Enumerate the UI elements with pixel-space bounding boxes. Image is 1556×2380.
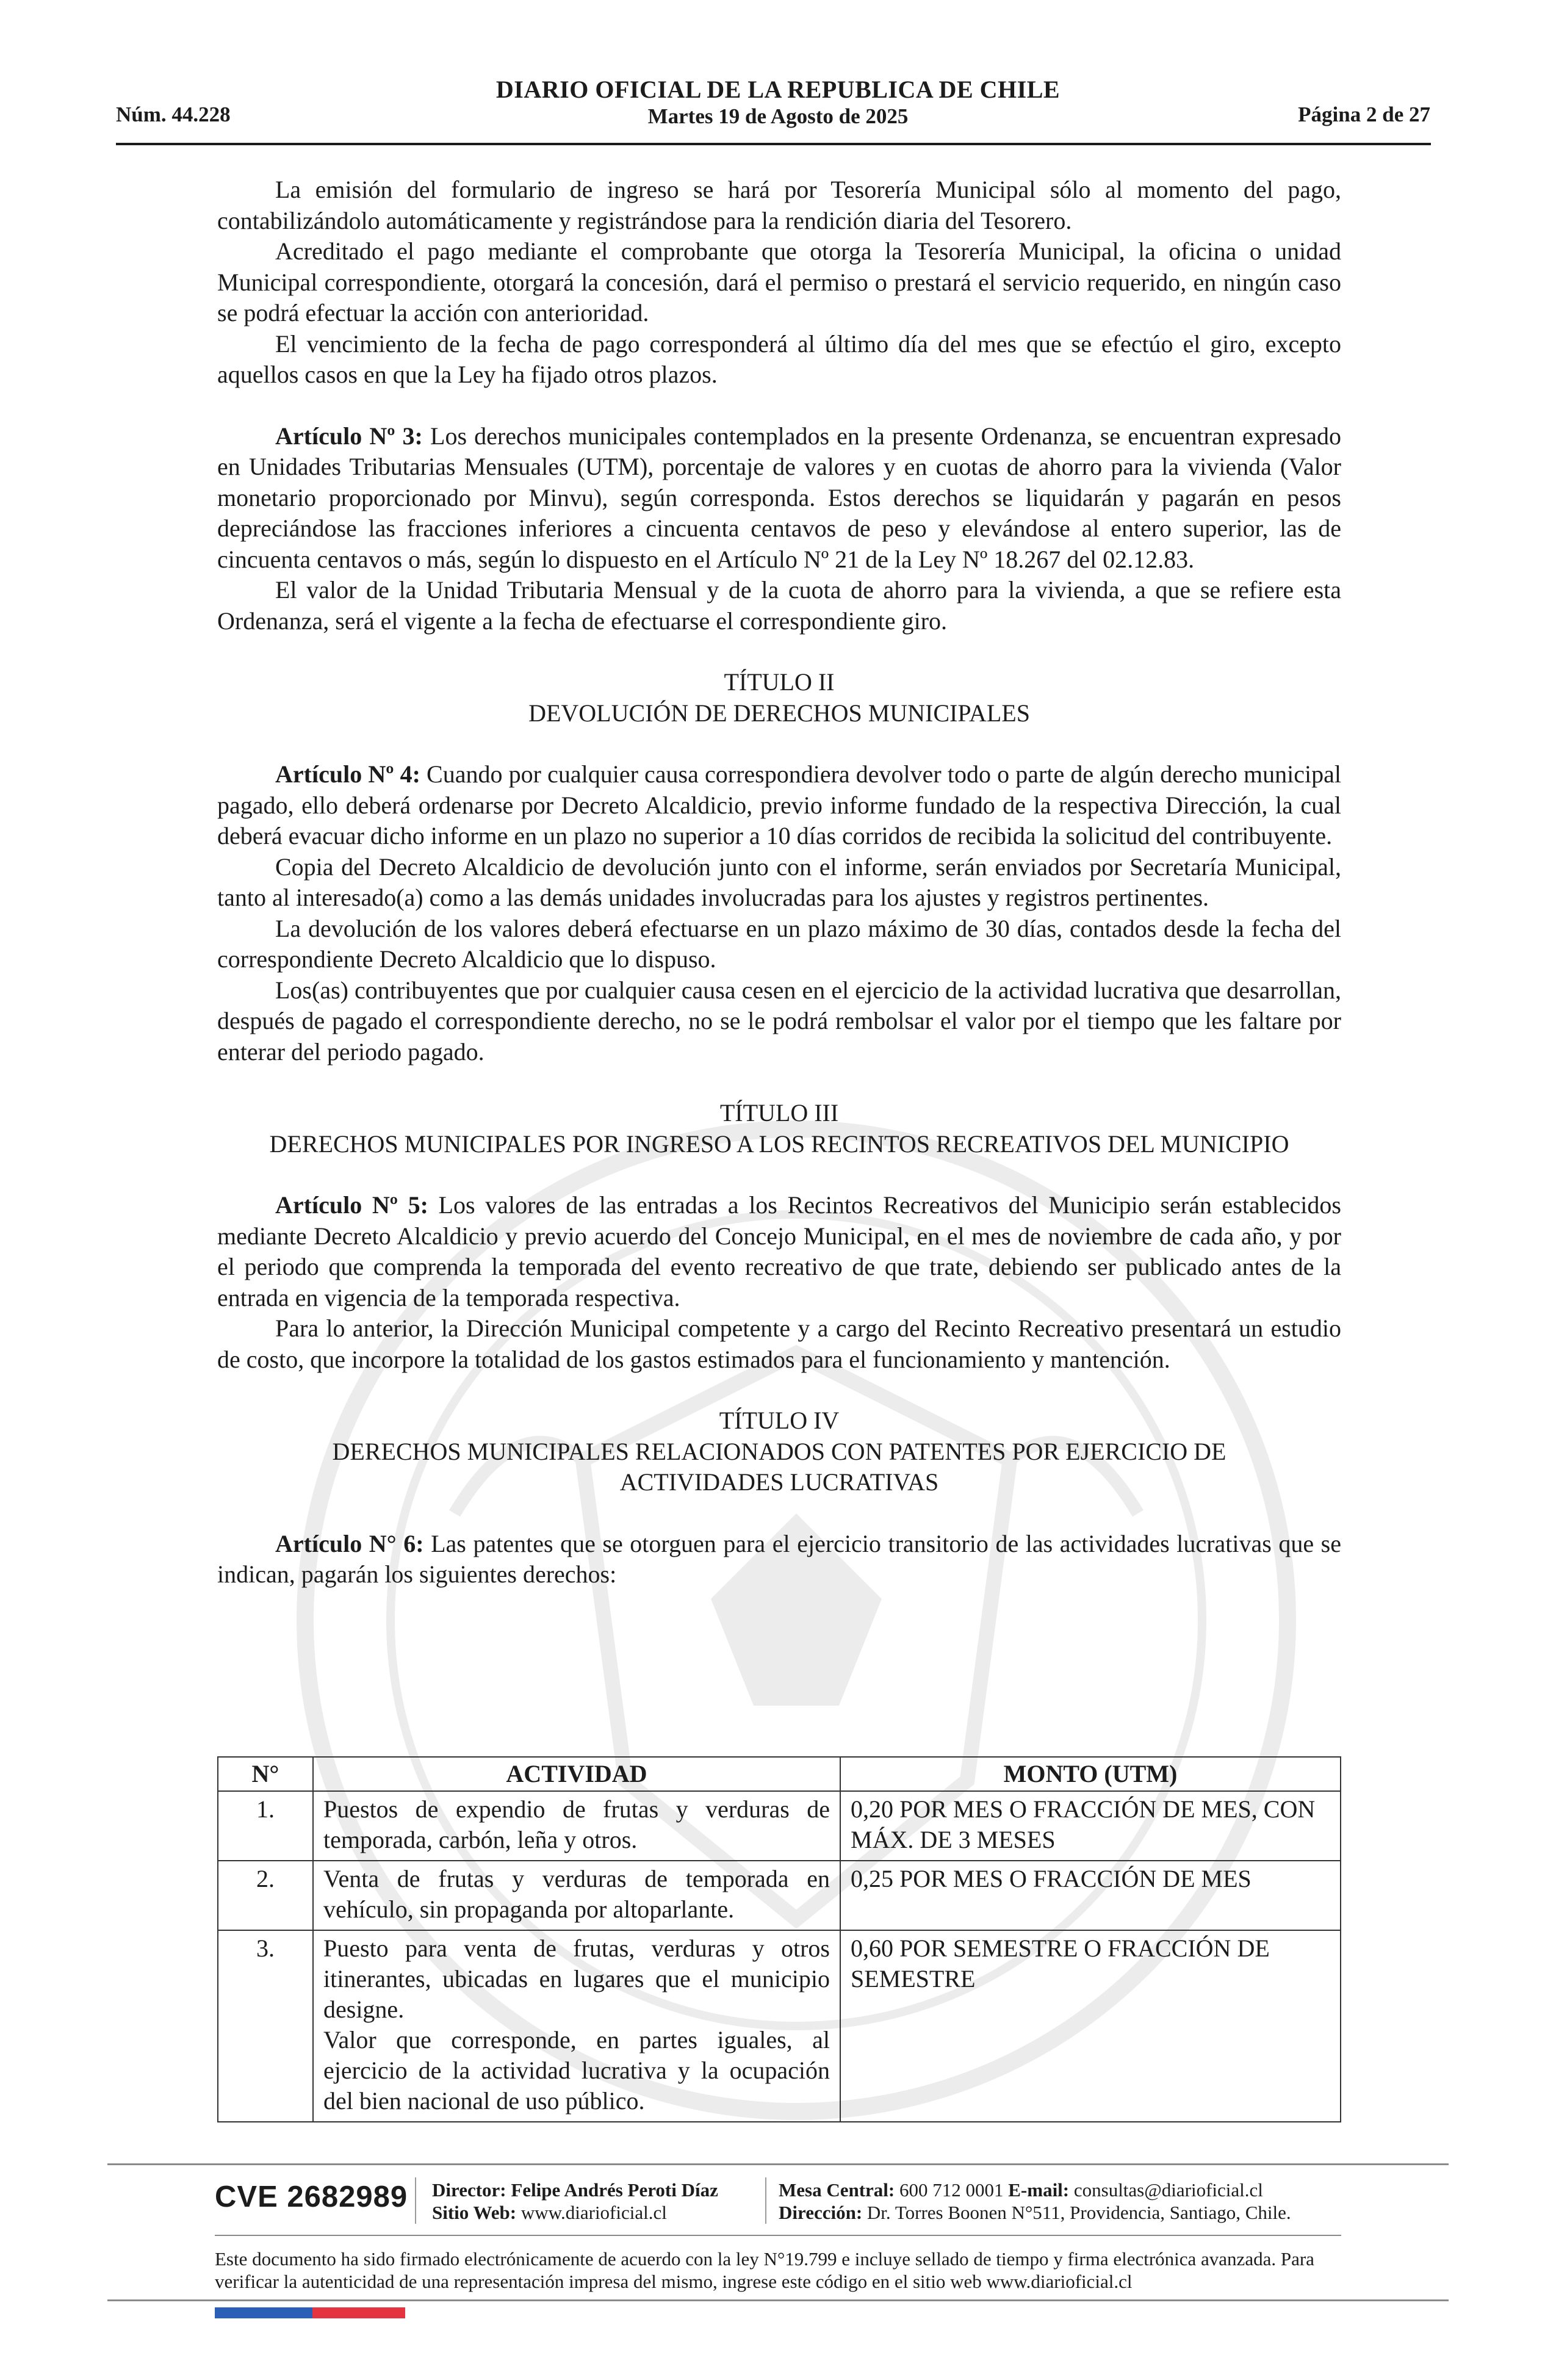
article-label: Artículo Nº 3: [275,422,423,450]
footer-divider-bottom [107,2299,1449,2301]
header-divider [116,143,1431,145]
column-header-activity: ACTIVIDAD [313,1757,840,1791]
paragraph: El valor de la Unidad Tributaria Mensual y de la cuota de ahorro para la vivienda, a que se refiere esta Ordenanza, será el vigente a la fecha de efectuarse el correspondiente giro. [217,576,1341,635]
footer-separator [765,2177,766,2224]
table-header-row [218,1757,1341,1791]
activity-text: Puestos de expendio de frutas y verduras de temporada, carbón, leña y otros. [323,1795,830,1853]
article-text: Las patentes que se otorguen para el ejercicio transitorio de las actividades lucrativas que se indican, pagarán los siguientes derechos: [217,1529,1341,1588]
email-label: E-mail: [1008,2179,1070,2201]
article-text: Los derechos municipales contemplados en la presente Ordenanza, se encuentran expresado en Unidades Tributarias Mensuales (UTM), porcentaje de valores y en cuotas de ahorro para la vivienda (Valor monetario proporcionado por Minvu), según corresponda. Estos derechos se liquidarán y pagarán en pesos depreciándose las fracciones inferiores a cincuenta centavos de peso y elevándose al entero superior, las de cincuenta centavos o más, según lo dispuesto en el Artículo Nº 21 de la Ley Nº 18.267 del 02.12.83. [217,422,1341,573]
legal-notice: Este documento ha sido firmado electrónicamente de acuerdo con la ley N°19.799 e incluye sellado de tiempo y firma electrónica avanzada. Para verificar la autenticidad de una representación impresa del mismo, ingrese este código en el sitio web www.diarioficial.cl [215,2248,1314,2292]
row-number: 3. [218,1930,313,2122]
footer-contact-block [779,2179,1291,2224]
row-number: 1. [218,1791,313,1861]
mesa-label: Mesa Central: [779,2179,895,2201]
activity-note: Valor que corresponde, en partes iguales, al ejercicio de la actividad lucrativa y la ocupación del bien nacional de uso público. [323,2026,830,2115]
title-iv [217,1405,1341,1498]
footer-director-block [432,2179,718,2224]
row-activity [313,1791,840,1861]
column-header-number: N° [218,1757,313,1791]
paragraph: El vencimiento de la fecha de pago corresponderá al último día del mes que se efectúo el giro, excepto aquellos casos en que la Ley ha fijado otros plazos. [217,330,1341,388]
website-label: Sitio Web: [432,2202,517,2223]
title-name: DERECHOS MUNICIPALES RELACIONADOS CON PATENTES POR EJERCICIO DE ACTIVIDADES LUCRATIVAS [332,1437,1226,1496]
row-activity [313,1930,840,2122]
director-name: Felipe Andrés Peroti Díaz [506,2179,718,2201]
issue-number: Núm. 44.228 [116,103,231,126]
paragraph: Los(as) contribuyentes que por cualquier causa cesen en el ejercicio de la actividad lucrativa que desarrollan, después de pagado el correspondiente derecho, no se le podrá rembolsar el valor por el tiempo que les faltare por enterar del periodo pagado. [217,976,1341,1066]
website-link[interactable]: www.diarioficial.cl [516,2202,667,2223]
footer-separator [415,2177,416,2224]
title-number: TÍTULO IV [719,1407,840,1434]
article-text: Los valores de las entradas a los Recintos Recreativos del Municipio serán establecidos mediante Decreto Alcaldicio y previo acuerdo del Concejo Municipal, en el mes de noviembre de cada año, y por el periodo que comprenda la temporada del evento recreativo de que trate, debiendo ser publicado antes de la entrada en vigencia de la temporada respectiva. [217,1191,1341,1311]
table-row [218,1791,1341,1861]
mesa-phone: 600 712 0001 [895,2179,1009,2201]
activity-text: Venta de frutas y verduras de temporada en vehículo, sin propaganda por altoparlante. [323,1865,830,1923]
flag-stripe-blue [215,2307,312,2318]
flag-stripe-red [312,2307,405,2318]
row-amount: 0,20 POR MES O FRACCIÓN DE MES, CON MÁX. DE 3 MESES [840,1791,1341,1861]
paragraph: Para lo anterior, la Dirección Municipal competente y a cargo del Recinto Recreativo presentará un estudio de costo, que incorpore la totalidad de los gastos estimados para el funcionamiento y mantención. [217,1314,1341,1373]
address-value: Dr. Torres Boonen N°511, Providencia, Santiago, Chile. [862,2202,1291,2223]
cve-code: CVE 2682989 [215,2180,408,2213]
title-iii [217,1098,1341,1159]
title-number: TÍTULO III [719,1099,839,1127]
title-ii [217,667,1341,729]
email-link[interactable]: consultas@diarioficial.cl [1069,2179,1263,2201]
fees-table [217,1756,1341,2122]
row-amount: 0,60 POR SEMESTRE O FRACCIÓN DE SEMESTRE [840,1930,1341,2122]
article-label: Artículo Nº 4: [275,760,420,788]
paragraph: Copia del Decreto Alcaldicio de devolución junto con el informe, serán enviados por Secretaría Municipal, tanto al interesado(a) como a las demás unidades involucradas para los ajustes y registros pertinentes. [217,853,1341,911]
title-name: DERECHOS MUNICIPALES POR INGRESO A LOS RECINTOS RECREATIVOS DEL MUNICIPIO [269,1130,1289,1158]
article-6 [217,1529,1341,1590]
row-number: 2. [218,1861,313,1930]
director-label: Director: [432,2179,506,2201]
title-number: TÍTULO II [724,668,835,696]
footer-divider-top [107,2163,1449,2165]
article-5 [217,1190,1341,1313]
paragraph: La emisión del formulario de ingreso se hará por Tesorería Municipal sólo al momento del pago, contabilizándolo automáticamente y registrándose para la rendición diaria del Tesorero. [217,176,1341,234]
article-text: Cuando por cualquier causa correspondiera devolver todo o parte de algún derecho municipal pagado, ello deberá ordenarse por Decreto Alcaldicio, previo informe fundado de la respectiva Dirección, la cual deberá evacuar dicho informe en un plazo no superior a 10 días corridos de recibida la solicitud del contribuyente. [217,760,1341,849]
paragraph: La devolución de los valores deberá efectuarse en un plazo máximo de 30 días, contados desde la fecha del correspondiente Decreto Alcaldicio que lo dispuso. [217,914,1341,973]
activity-text: Puesto para venta de frutas, verduras y otros itinerantes, ubicadas en lugares que el municipio designe. [323,1935,830,2023]
page-number: Página 2 de 27 [1298,103,1430,126]
paragraph: Acreditado el pago mediante el comprobante que otorga la Tesorería Municipal, la oficina o unidad Municipal correspondiente, otorgará la concesión, dará el permiso o prestará el servicio requerido, en ningún caso se podrá efectuar la acción con anterioridad. [217,237,1341,326]
article-label: Artículo N° 6: [275,1529,424,1557]
article-4 [217,759,1341,852]
document-body [217,175,1341,1590]
row-activity [313,1861,840,1930]
article-label: Artículo Nº 5: [275,1191,428,1219]
address-label: Dirección: [779,2202,863,2223]
article-3 [217,421,1341,575]
table-row [218,1930,1341,2122]
row-amount: 0,25 POR MES O FRACCIÓN DE MES [840,1861,1341,1930]
footer-divider-middle [215,2235,1341,2236]
title-name: DEVOLUCIÓN DE DERECHOS MUNICIPALES [528,699,1030,727]
column-header-amount: MONTO (UTM) [840,1757,1341,1791]
table-row [218,1861,1341,1930]
publication-date: Martes 19 de Agosto de 2025 [647,104,909,128]
publication-title: DIARIO OFICIAL DE LA REPUBLICA DE CHILE [495,76,1061,103]
